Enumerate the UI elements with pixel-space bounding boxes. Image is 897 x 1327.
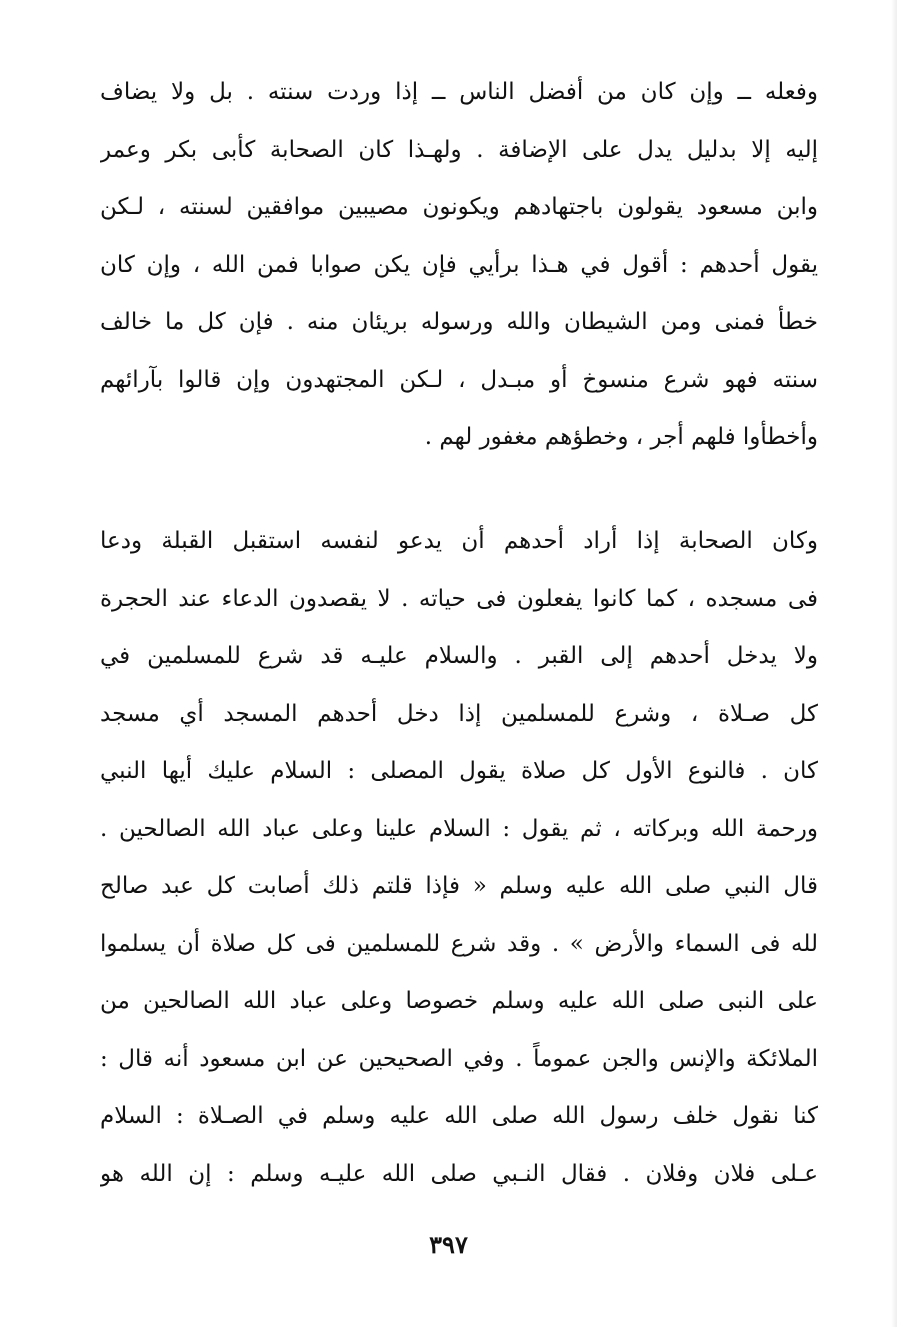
text-line: إليه إلا بدليل يدل على الإضافة . ولهـذا كان الصحابة كأبى بكر وعمر — [100, 136, 818, 163]
text-line: لله فى السماء والأرض » . وقد شرع للمسلمين فى كل صلاة أن يسلموا — [100, 930, 818, 957]
text-line: كنا نقول خلف رسول الله صلى الله عليه وسلم في الصـلاة : السلام — [100, 1103, 818, 1129]
text-line: ورحمة الله وبركاته ، ثم يقول : السلام علينا وعلى عباد الله الصالحين . — [100, 815, 818, 842]
text-line: كل صـلاة ، وشرع للمسلمين إذا دخل أحدهم المسجد أي مسجد — [100, 700, 818, 727]
paragraph-2 — [100, 513, 818, 1203]
text-line: وكان الصحابة إذا أراد أحدهم أن يدعو لنفسه استقبل القبلة ودعا — [100, 528, 818, 554]
text-line: سنته فهو شرع منسوخ أو مبـدل ، لـكن المجتهدون وإن قالوا بآرائهم — [100, 366, 818, 393]
text-line: ولا يدخل أحدهم إلى القبر . والسلام عليـه قد شرع للمسلمين في — [100, 643, 818, 669]
page-number: ٣٩٧ — [429, 1230, 468, 1259]
text-line: وابن مسعود يقولون باجتهادهم ويكونون مصيبين موافقين لسنته ، لـكن — [100, 194, 818, 220]
text-line: وفعله ــ وإن كان من أفضل الناس ــ إذا وردت سنته . بل ولا يضاف — [100, 79, 818, 105]
text-line: وأخطأوا فلهم أجر ، وخطؤهم مغفور لهم . — [424, 424, 818, 450]
text-line: كان . فالنوع الأول كل صلاة يقول المصلى : السلام عليك أيها النبي — [100, 758, 818, 784]
text-line: على النبى صلى الله عليه وسلم خصوصا وعلى عباد الله الصالحين من — [100, 988, 818, 1014]
text-line: عـلى فلان وفلان . فقال النـبي صلى الله عليـه وسلم : إن الله هو — [100, 1160, 818, 1187]
text-line: فى مسجده ، كما كانوا يفعلون فى حياته . لا يقصدون الدعاء عند الحجرة — [100, 585, 818, 612]
text-line: خطأ فمنى ومن الشيطان والله ورسوله بريئان منه . فإن كل ما خالف — [100, 309, 818, 335]
page-edge-shadow — [891, 0, 897, 1327]
paragraph-1 — [100, 64, 818, 467]
text-line: قال النبي صلى الله عليه وسلم « فإذا قلتم ذلك أصابت كل عبد صالح — [100, 873, 818, 899]
text-line: الملائكة والإنس والجن عموماً . وفي الصحيحين عن ابن مسعود أنه قال : — [100, 1045, 818, 1072]
text-line: يقول أحدهم : أقول في هـذا برأيي فإن يكن صوابا فمن الله ، وإن كان — [100, 251, 818, 278]
